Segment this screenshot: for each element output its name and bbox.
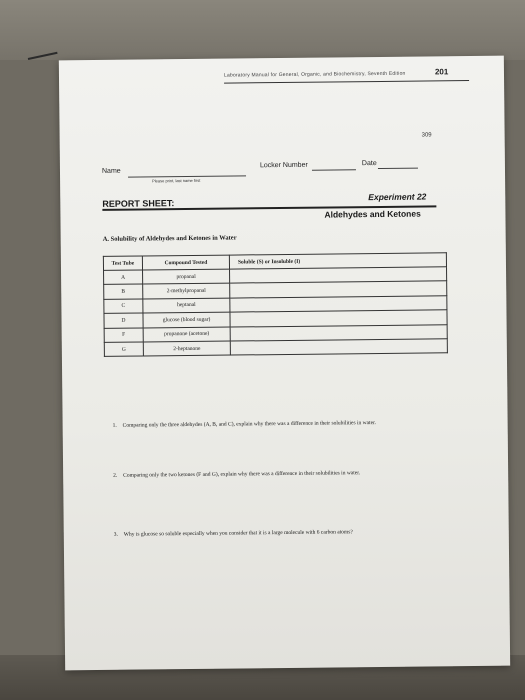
experiment-title: Experiment 22	[368, 191, 427, 203]
name-hint: Please print, last name first	[152, 177, 201, 184]
test-tube-cell: F	[104, 328, 143, 343]
header-rule	[224, 80, 469, 84]
date-field[interactable]	[378, 168, 418, 169]
test-tube-cell: G	[104, 342, 143, 357]
solubility-table	[103, 252, 448, 357]
question-3	[114, 528, 444, 538]
result-cell[interactable]	[230, 339, 447, 356]
question-number: 2.	[113, 472, 118, 479]
test-tube-cell: D	[104, 313, 143, 328]
test-tube-cell: C	[104, 299, 143, 314]
compound-cell: 2-heptanone	[143, 341, 230, 356]
test-tube-cell: A	[104, 270, 143, 285]
question-text: Comparing only the three aldehydes (A, B, and C), explain why there was a difference in their solubilities in water.	[122, 420, 376, 429]
date-label: Date	[361, 160, 377, 168]
page-number: 201	[434, 67, 449, 77]
locker-number-label: Locker Number	[259, 161, 308, 170]
question-text: Why is glucose so soluble especially when you consider that it is a large molecule with 6 carbon atoms?	[123, 529, 353, 538]
compound-cell: glucose (blood sugar)	[143, 312, 230, 327]
printed-page-number: 309	[421, 132, 432, 139]
compound-cell: propanone (acetone)	[143, 327, 230, 342]
compound-cell: heptanal	[143, 298, 230, 313]
table-row	[104, 339, 447, 357]
question-number: 1.	[112, 422, 117, 429]
name-label: Name	[101, 167, 121, 175]
report-sheet-heading: REPORT SHEET:	[102, 198, 175, 209]
question-1	[113, 419, 443, 429]
question-text: Comparing only the two ketones (F and G), explain why there was a difference in their solubilities in water.	[123, 470, 361, 479]
compound-cell: propanal	[143, 269, 230, 284]
column-header: Compound Tested	[142, 255, 229, 270]
running-head: Laboratory Manual for General, Organic, and Biochemistry, Seventh Edition	[223, 70, 406, 79]
experiment-subtitle: Aldehydes and Ketones	[324, 208, 421, 220]
column-header: Test Tube	[103, 256, 142, 270]
locker-number-field[interactable]	[312, 169, 356, 170]
background-top	[0, 0, 525, 60]
section-a-heading: A. Solubility of Aldehydes and Ketones in Water	[102, 234, 237, 243]
question-number: 3.	[113, 531, 118, 538]
worksheet-page	[59, 56, 510, 671]
column-header: Soluble (S) or Insoluble (I)	[229, 253, 446, 269]
test-tube-cell: B	[104, 284, 143, 299]
compound-cell: 2-methylpropanal	[143, 283, 230, 298]
question-2	[113, 469, 443, 479]
